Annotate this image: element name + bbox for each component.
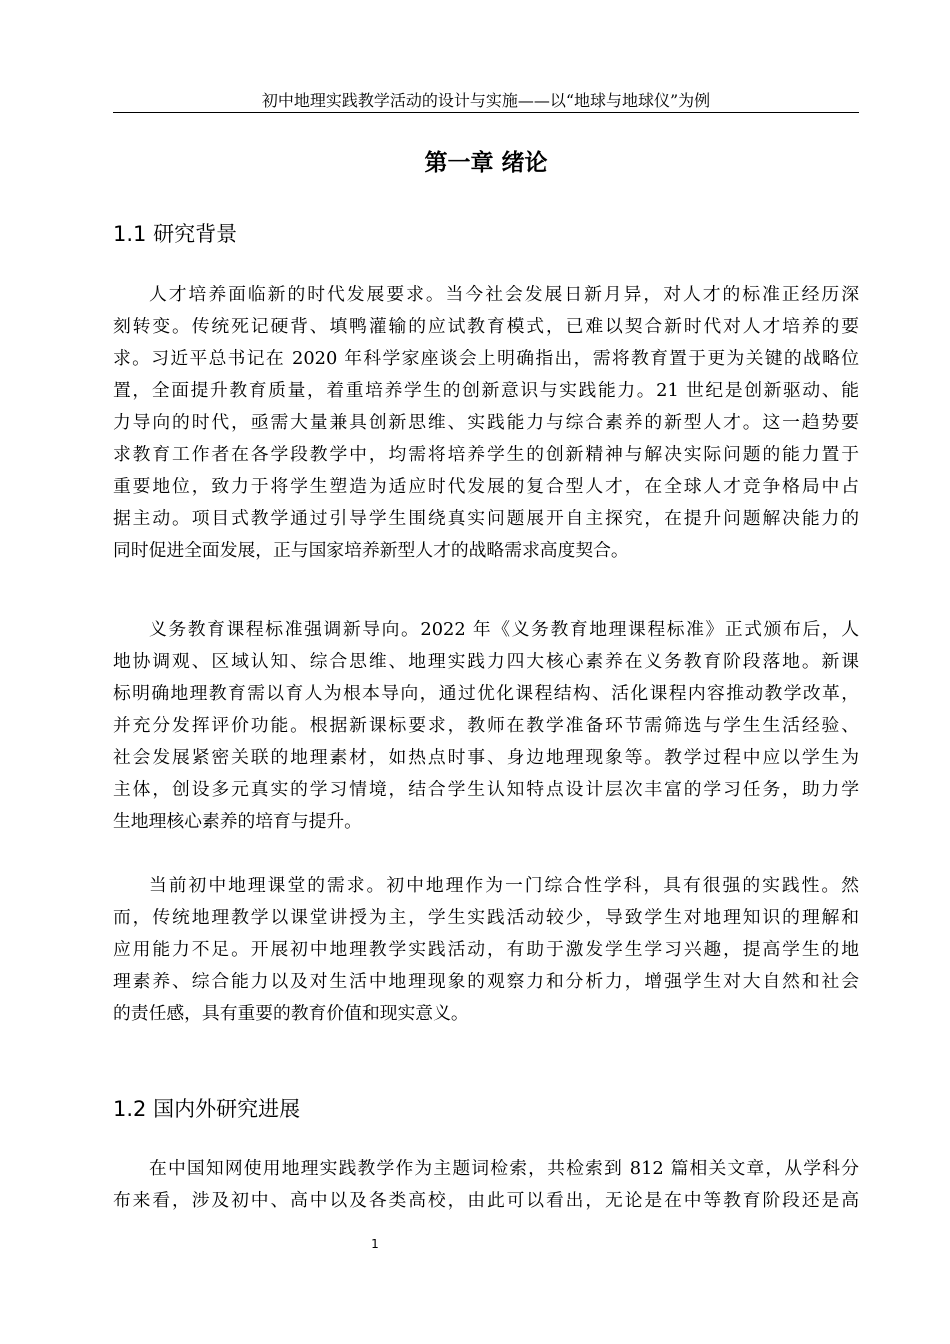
section-heading-1-2: 1.2 国内外研究进展 xyxy=(113,1097,301,1121)
paragraph-line: 布来看，涉及初中、高中以及各类高校，由此可以看出，无论是在中等教育阶段还是高 xyxy=(113,1190,859,1211)
paragraph-line: 重要地位，致力于将学生塑造为适应时代发展的复合型人才，在全球人才竞争格局中占 xyxy=(113,476,859,497)
chapter-title: 第一章 绪论 xyxy=(424,150,548,176)
paragraph-line: 并充分发挥评价功能。根据新课标要求，教师在教学准备环节需筛选与学生生活经验、 xyxy=(113,715,859,736)
paragraph-line: 据主动。项目式教学通过引导学生围绕真实问题展开自主探究，在提升问题解决能力的 xyxy=(113,508,859,529)
running-header: 初中地理实践教学活动的设计与实施——以“地球与地球仪”为例 xyxy=(261,91,711,110)
paragraph-line: 主体，创设多元真实的学习情境，结合学生认知特点设计层次丰富的学习任务，助力学 xyxy=(113,779,859,800)
paragraph-line: 标明确地理教育需以育人为根本导向，通过优化课程结构、活化课程内容推动教学改革， xyxy=(113,683,859,704)
paragraph-line: 求教育工作者在各学段教学中，均需将培养学生的创新精神与解决实际问题的能力置于 xyxy=(113,444,859,465)
paragraph-talent-requirements xyxy=(113,279,859,567)
paragraph-line: 刻转变。传统死记硬背、填鸭灌输的应试教育模式，已难以契合新时代对人才培养的要 xyxy=(113,316,859,337)
paragraph-line: 生地理核心素养的培育与提升。 xyxy=(113,811,362,832)
header-rule xyxy=(113,112,859,113)
paragraph-line: 社会发展紧密关联的地理素材，如热点时事、身边地理现象等。教学过程中应以学生为 xyxy=(113,747,859,768)
paragraph-line: 义务教育课程标准强调新导向。2022 年《义务教育地理课程标准》正式颁布后，人 xyxy=(149,619,859,640)
paragraph-line: 当前初中地理课堂的需求。初中地理作为一门综合性学科，具有很强的实践性。然 xyxy=(149,875,859,896)
paragraph-line: 置，全面提升教育质量，着重培养学生的创新意识与实践能力。21 世纪是创新驱动、能 xyxy=(113,380,859,401)
paragraph-line: 的责任感，具有重要的教育价值和现实意义。 xyxy=(113,1003,469,1024)
paragraph-classroom-needs xyxy=(113,870,859,1030)
paragraph-line: 在中国知网使用地理实践教学作为主题词检索，共检索到 812 篇相关文章，从学科分 xyxy=(149,1158,859,1179)
paragraph-line: 应用能力不足。开展初中地理教学实践活动，有助于激发学生学习兴趣，提高学生的地 xyxy=(113,939,859,960)
paragraph-line: 理素养、综合能力以及对生活中地理现象的观察力和分析力，增强学生对大自然和社会 xyxy=(113,971,859,992)
paragraph-line: 而，传统地理教学以课堂讲授为主，学生实践活动较少，导致学生对地理知识的理解和 xyxy=(113,907,859,928)
paragraph-line: 地协调观、区域认知、综合思维、地理实践力四大核心素养在义务教育阶段落地。新课 xyxy=(113,651,859,672)
paragraph-line: 力导向的时代，亟需大量兼具创新思维、实践能力与综合素养的新型人才。这一趋势要 xyxy=(113,412,859,433)
page-number: 1 xyxy=(371,1237,379,1251)
paragraph-line: 人才培养面临新的时代发展要求。当今社会发展日新月异，对人才的标准正经历深 xyxy=(149,284,859,305)
paragraph-curriculum-standard xyxy=(113,614,859,838)
paragraph-line: 同时促进全面发展，正与国家培养新型人才的战略需求高度契合。 xyxy=(113,540,629,561)
paragraph-line: 求。习近平总书记在 2020 年科学家座谈会上明确指出，需将教育置于更为关键的战略位 xyxy=(113,348,859,369)
section-heading-1-1: 1.1 研究背景 xyxy=(113,222,238,246)
paragraph-research-progress xyxy=(113,1153,859,1217)
